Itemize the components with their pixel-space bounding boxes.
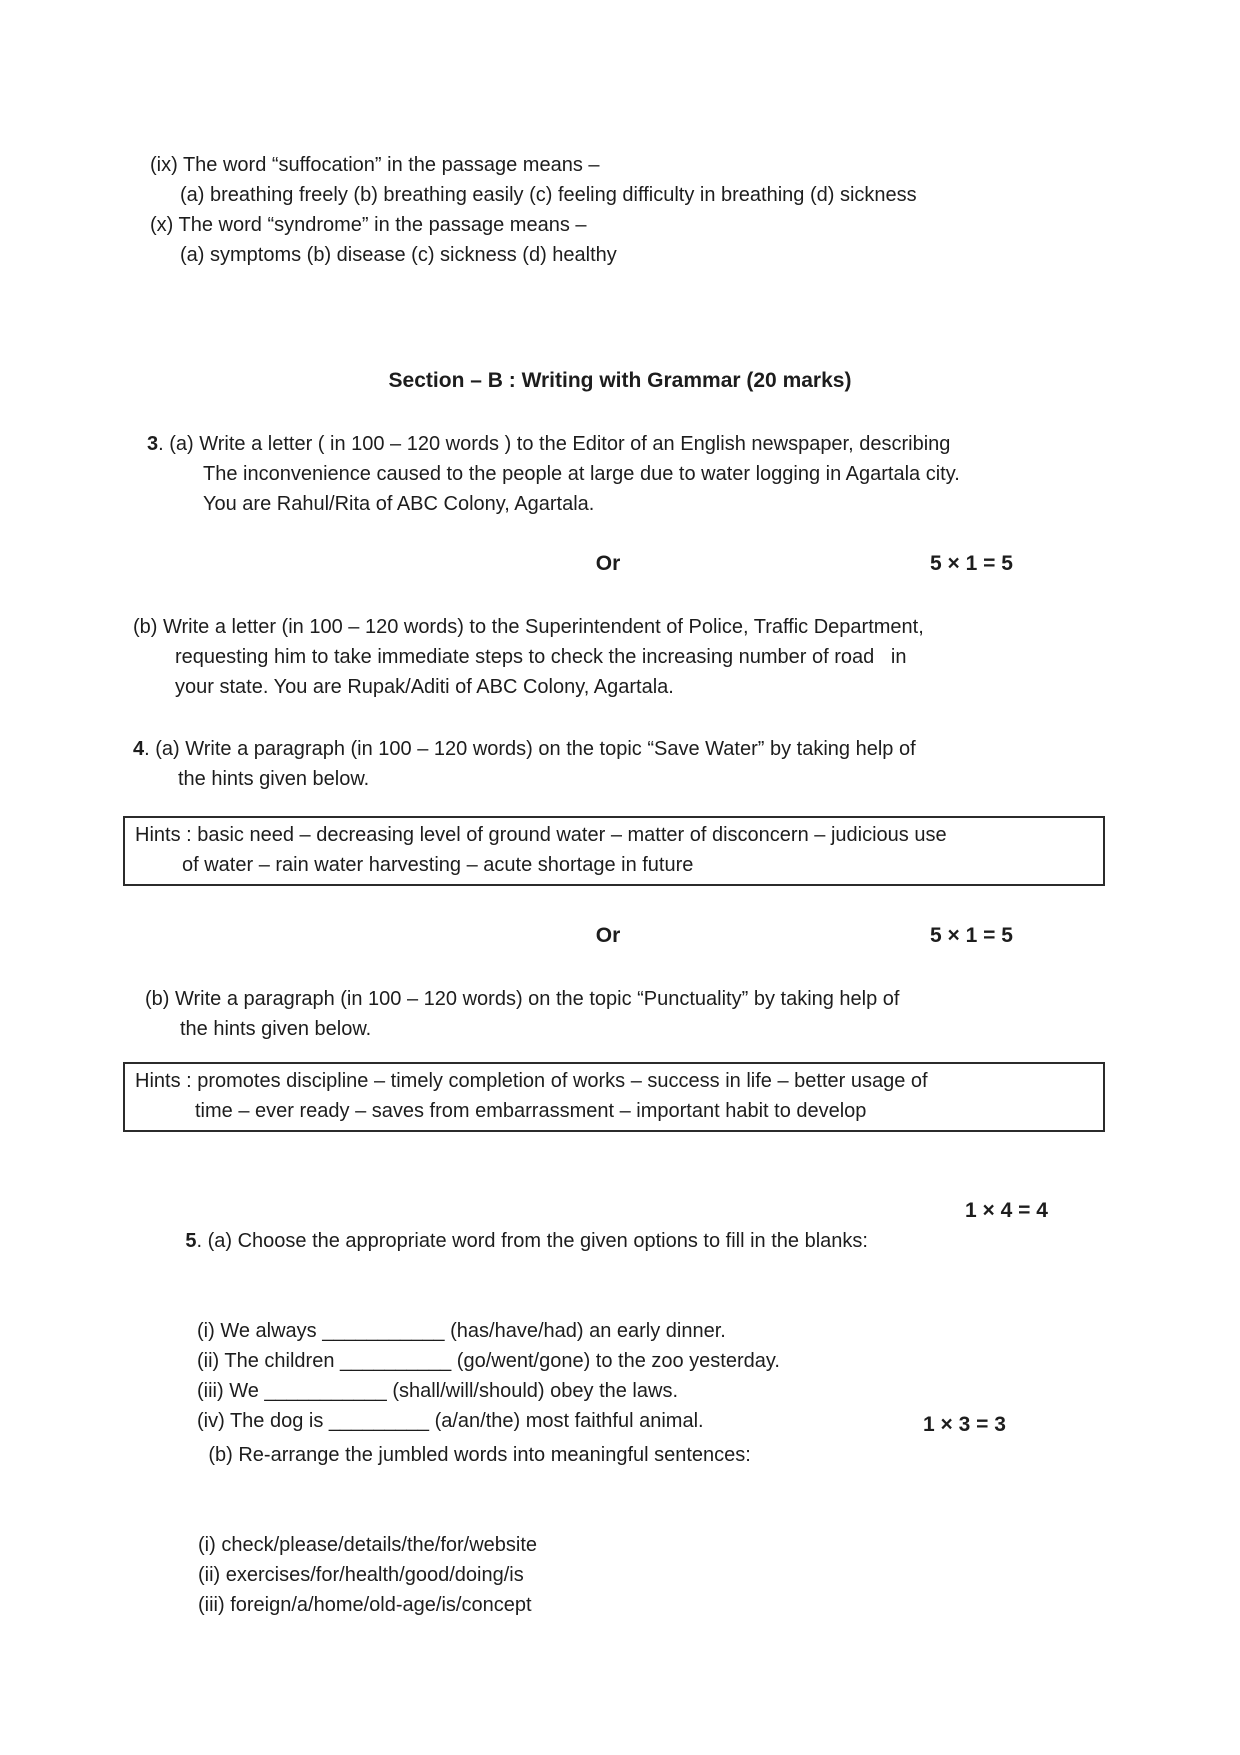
- q4a-line-1: [133, 734, 916, 764]
- hints-punctuality-line-2: time – ever ready – saves from embarrassment – important habit to develop: [195, 1100, 867, 1122]
- q3-marks: 5 × 1 = 5: [930, 552, 1013, 575]
- q5b-marks: 1 × 3 = 3: [923, 1413, 1006, 1436]
- q3-number: 3: [147, 433, 159, 455]
- question-x-options: (a) symptoms (b) disease (c) sickness (d) healthy: [180, 244, 617, 266]
- q4b-line-2: the hints given below.: [180, 1018, 372, 1040]
- q3a-line-3: You are Rahul/Rita of ABC Colony, Agartala.: [203, 493, 595, 515]
- q5a-heading-row: [152, 1196, 1152, 1316]
- hints-save-water-line-1: Hints : basic need – decreasing level of ground water – matter of disconcern – judicious use: [135, 824, 947, 846]
- q5a-item-i: (i) We always ___________ (has/have/had) an early dinner.: [197, 1320, 726, 1342]
- q3a-line-1: [147, 429, 960, 459]
- question-3a: [147, 429, 960, 519]
- q3a-text: . (a) Write a letter ( in 100 – 120 words ) to the Editor of an English newspaper, describing: [158, 433, 951, 455]
- question-5a: [152, 1196, 1152, 1436]
- q5a-item-ii: (ii) The children __________ (go/went/gone) to the zoo yesterday.: [197, 1350, 780, 1372]
- q5b-item-iii: (iii) foreign/a/home/old-age/is/concept: [198, 1594, 532, 1616]
- q5a-item-iv: (iv) The dog is _________ (a/an/the) most faithful animal.: [197, 1410, 704, 1432]
- question-5b: [175, 1410, 1175, 1620]
- q5b-item-ii: (ii) exercises/for/health/good/doing/is: [198, 1564, 524, 1586]
- q4-number: 4: [133, 738, 145, 760]
- q5a-marks: 1 × 4 = 4: [965, 1199, 1048, 1222]
- hints-box-save-water: [123, 816, 1105, 886]
- question-ix: (ix) The word “suffocation” in the passage means –: [150, 154, 600, 176]
- hints-punctuality-line-1: Hints : promotes discipline – timely completion of works – success in life – better usage of: [135, 1070, 928, 1092]
- q4-or-label: Or: [595, 924, 621, 947]
- question-x: (x) The word “syndrome” in the passage means –: [150, 214, 587, 236]
- q3b-line-1: (b) Write a letter (in 100 – 120 words) to the Superintendent of Police, Traffic Department,: [133, 616, 924, 638]
- question-ix-options: (a) breathing freely (b) breathing easily (c) feeling difficulty in breathing (d) sickness: [180, 184, 917, 206]
- q3a-line-2: The inconvenience caused to the people at large due to water logging in Agartala city.: [203, 463, 960, 485]
- q4-marks: 5 × 1 = 5: [930, 924, 1013, 947]
- q5a-heading: . (a) Choose the appropriate word from the given options to fill in the blanks:: [196, 1230, 868, 1252]
- q4a-line-2: the hints given below.: [178, 768, 370, 790]
- hints-box-punctuality: [123, 1062, 1105, 1132]
- section-b-heading: Section – B : Writing with Grammar (20 marks): [388, 369, 852, 392]
- q5b-heading-row: [175, 1410, 1175, 1530]
- question-4a: [133, 734, 916, 794]
- q5-number: 5: [185, 1230, 197, 1252]
- q3-or-label: Or: [595, 552, 621, 575]
- q5a-item-iii: (iii) We ___________ (shall/will/should) obey the laws.: [197, 1380, 678, 1402]
- question-4b: [145, 984, 899, 1044]
- q4a-text: . (a) Write a paragraph (in 100 – 120 words) on the topic “Save Water” by taking help of: [144, 738, 916, 760]
- q4-or-row: [148, 921, 1068, 951]
- hints-save-water-line-2: of water – rain water harvesting – acute shortage in future: [182, 854, 694, 876]
- q4b-line-1: (b) Write a paragraph (in 100 – 120 words) on the topic “Punctuality” by taking help of: [145, 988, 900, 1010]
- q5b-heading: (b) Re-arrange the jumbled words into meaningful sentences:: [208, 1444, 751, 1466]
- q5b-item-i: (i) check/please/details/the/for/website: [198, 1534, 538, 1556]
- q3b-line-2: requesting him to take immediate steps to check the increasing number of road in: [175, 646, 907, 668]
- q3b-line-3: your state. You are Rupak/Aditi of ABC Colony, Agartala.: [175, 676, 674, 698]
- q3-or-row: [148, 549, 1068, 579]
- question-3b: [133, 612, 924, 702]
- comprehension-questions: [150, 150, 917, 270]
